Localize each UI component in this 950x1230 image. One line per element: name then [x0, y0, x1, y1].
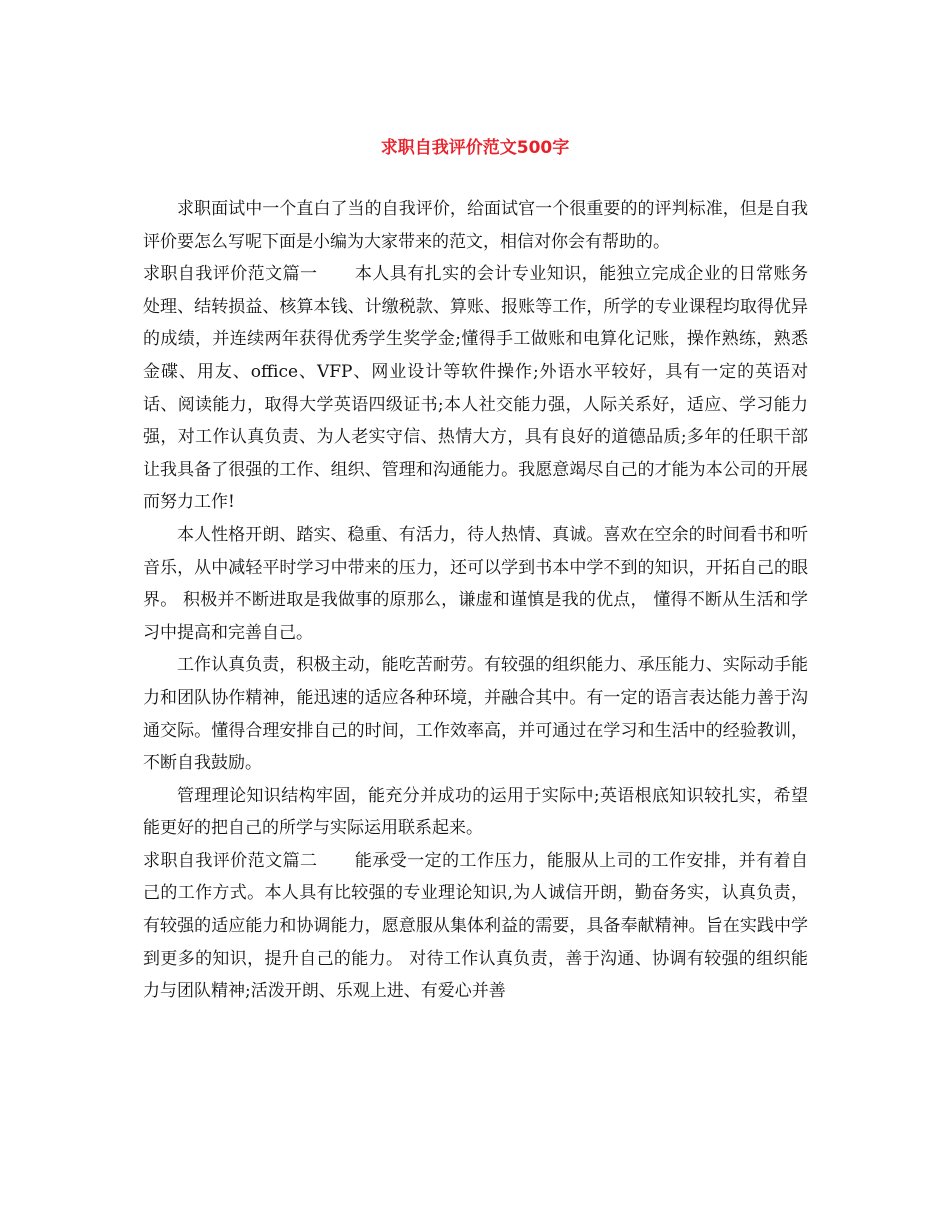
section-2-paragraph: [143, 845, 808, 1008]
section-1-text: 本人具有扎实的会计专业知识，能独立完成企业的日常账务处理、结转损益、核算本钱、计缴税款、算账、报账等工作，所学的专业课程均取得优异的成绩，并连续两年获得优秀学生奖学金;懂得手工做账和电算化记账，操作熟练，熟悉金碟、用友、office、VFP、网业设计等软件操作;外语水平较好，具有一定的英语对话、阅读能力，取得大学英语四级证书;本人社交能力强，人际关系好，适应、学习能力强，对工作认真负责、为人老实守信、热情大方，具有良好的道德品质;多年的任职干部让我具备了很强的工作、组织、管理和沟通能力。我愿意竭尽自己的才能为本公司的开展而努力工作!: [143, 264, 809, 513]
intro-paragraph: 求职面试中一个直白了当的自我评价，给面试官一个很重要的的评判标准，但是自我评价要怎么写呢下面是小编为大家带来的范文，相信对你会有帮助的。: [143, 199, 808, 252]
paragraph-3: 工作认真负责，积极主动，能吃苦耐劳。有较强的组织能力、承压能力、实际动手能力和团队协作精神，能迅速的适应各种环境，并融合其中。有一定的语言表达能力善于沟通交际。懂得合理安排自己的时间，工作效率高，并可通过在学习和生活中的经验教训，不断自我鼓励。: [143, 655, 808, 774]
paragraph-4: 管理理论知识结构牢固，能充分并成功的运用于实际中;英语根底知识较扎实，希望能更好的把自己的所学与实际运用联系起来。: [143, 785, 808, 839]
document-title: 求职自我评价范文500字: [380, 138, 570, 158]
paragraph-2: 本人性格开朗、踏实、稳重、有活力，待人热情、真诚。喜欢在空余的时间看书和听音乐，从中减轻平时学习中带来的压力，还可以学到书本中学不到的知识，开拓自己的眼界。 积极并不断进取是我做事的原那么，谦虚和谨慎是我的优点， 懂得不断从生活和学习中提高和完善自己。: [143, 524, 808, 643]
document-body: [143, 193, 808, 1008]
section-1-heading: 求职自我评价范文篇一: [143, 264, 318, 285]
section-1-paragraph: [143, 258, 808, 519]
section-2-text: 能承受一定的工作压力，能服从上司的工作安排，并有着自己的工作方式。本人具有比较强的专业理论知识,为人诚信开朗，勤奋务实，认真负责，有较强的适应能力和协调能力，愿意服从集体利益的需要，具备奉献精神。旨在实践中学到更多的知识，提升自己的能力。 对待工作认真负责，善于沟通、协调有较强的组织能力与团队精神;活泼开朗、乐观上进、有爱心并善: [143, 850, 809, 1002]
section-2-heading: 求职自我评价范文篇二: [143, 850, 318, 871]
